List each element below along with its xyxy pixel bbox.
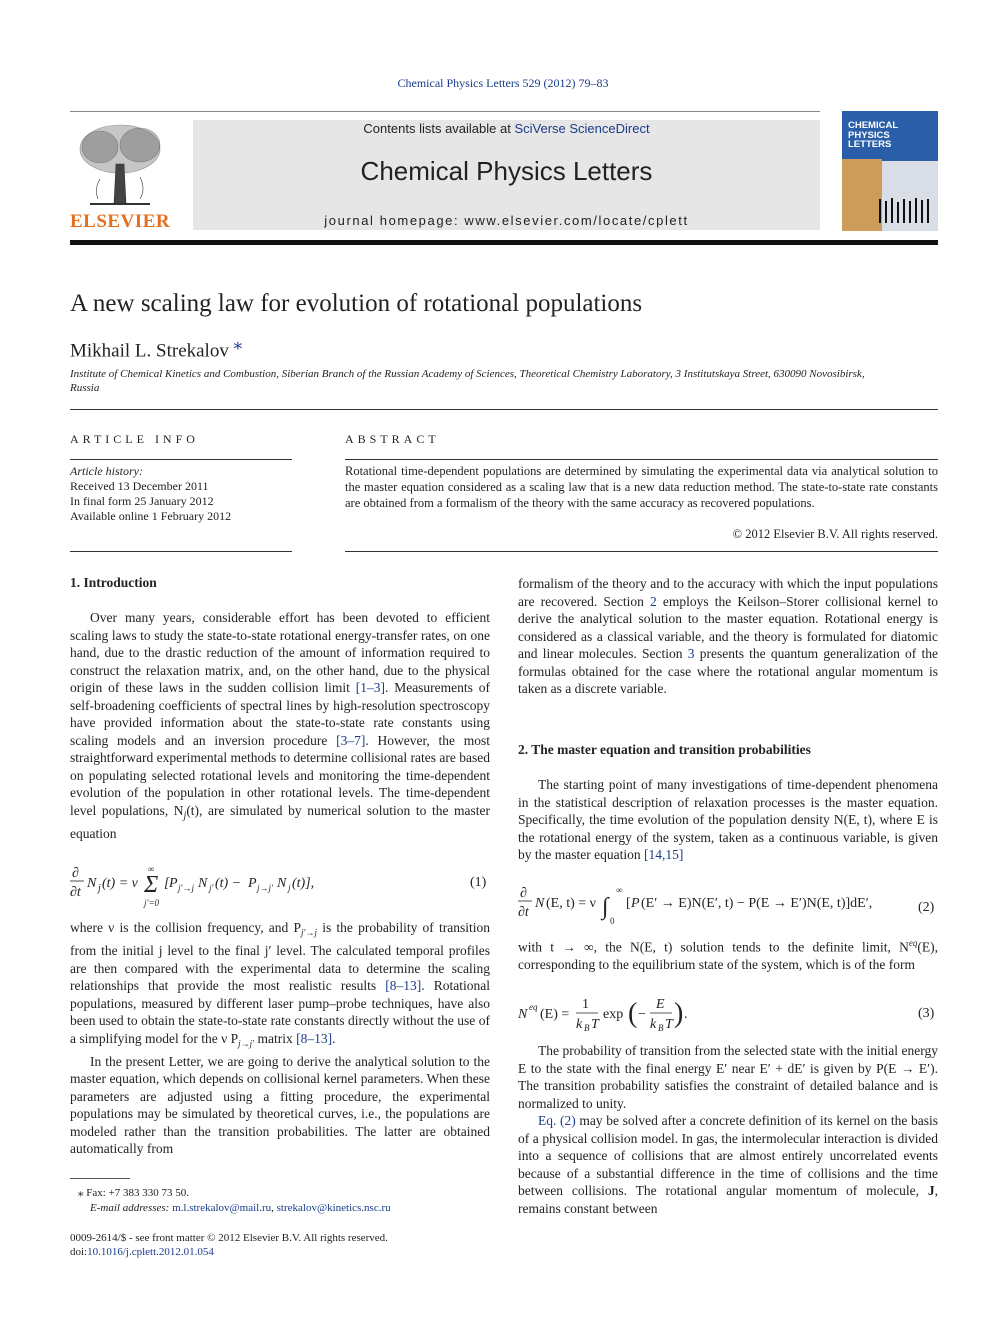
footnote-rule [70,1178,130,1179]
ref-8-13-b[interactable]: [8–13] [296,1030,333,1046]
section-2-heading: 2. The master equation and transition probabilities [518,742,811,757]
equation-1 [70,866,480,906]
final-form-date: In final form 25 January 2012 [70,494,214,508]
svg-text:N: N [518,1007,528,1022]
journal-citation[interactable]: Chemical Physics Letters 529 (2012) 79–83 [397,76,609,90]
intro-heading: 1. Introduction [70,575,157,590]
cover-title [848,121,898,150]
svg-text:exp: exp [603,1007,624,1022]
svg-text:T: T [665,1017,673,1032]
svg-text:∂t: ∂t [518,905,529,920]
email-link-2[interactable]: strekalov@kinetics.nsc.ru [276,1202,391,1214]
cover-spectrum-icon [876,195,936,225]
intro-paragraph-3: In the present Letter, we are going to derive the analytical solution to the master equation, which depends on collisional kernel parameters. When these parameters are adjusted using a fitting procedure, the experimental populations may be simulated by theoretical curves, i.e., the populations are modeled rather than the transition probabilities. The latter are obtained automatically from [70,1053,490,1157]
svg-text:j→j′: j→j′ [257,883,273,893]
svg-text:j′: j′ [209,883,214,893]
equation-1-number: (1) [470,875,487,890]
subscript-jjp: j→j′ [238,1038,255,1049]
svg-text:∂: ∂ [72,866,79,881]
bold-J: J [927,1183,935,1198]
fax-footnote: ⁎ Fax: +7 383 330 73 50. [78,1187,190,1199]
subscript-jj: j′→j [301,927,317,938]
svg-text:P: P [631,896,640,911]
cover-title-line-1: CHEMICAL [848,120,899,131]
svg-text:P: P [169,876,178,891]
journal-homepage[interactable]: journal homepage: www.elsevier.com/locate/cplett [324,213,689,228]
copyright: © 2012 Elsevier B.V. All rights reserved. [732,527,938,541]
section-2-paragraph-3 [518,1042,938,1217]
contents-line [193,121,820,136]
svg-text:N: N [198,876,208,891]
svg-text:j: j [288,883,291,893]
sec2-text: with t → ∞, the N(E, t) solution tends to the definite limit, N [518,939,909,955]
ref-8-13[interactable]: [8–13] [385,978,422,994]
intro-paragraph-1 [70,609,490,842]
publisher-name: ELSEVIER [70,211,171,232]
email-link-1[interactable]: m.l.strekalov@mail.ru [172,1202,272,1214]
equation-3-graphic [518,994,898,1036]
svg-text:E: E [656,997,665,1012]
superscript-eq: eq [908,938,918,948]
intro-text: where ν is the collision frequency, and P [70,920,301,935]
doi-label: doi: [70,1246,88,1258]
intro-text: . However, the most straightforward experimental methods to determine collisional rates are based on populating selected rotational levels and monitoring the time-dependent evolution of the population in other rotational levels. The time-dependent level populations, N [70,732,491,818]
svg-text:eq: eq [529,1002,538,1012]
svg-text:(t) = ν: (t) = ν [102,876,138,891]
journal-cover[interactable] [842,111,938,231]
abstract-rule [345,459,938,460]
svg-text:B: B [658,1023,664,1033]
header-thick-rule [70,240,938,245]
intro-paragraph-2: where ν is the collision frequency, and $P_{j'\to j}$ is the probability of transition from the initial j level to the final j′ level. The calculated temporal profiles are then compared with the experimental data to determine the scaling relationships that provide the most realistic results [8–13]. Rotational populations, measured by different laser pump–probe techniques, have also been used to obtain the state-to-state rate constants directly without the use of a simplifying model for the ν $P_{j\to j'}$ matrix [8–13]. In the present Letter, we are going to derive the analytical solution to the master equation, which depends on collisional kernel parameters. When these parameters are adjusted using a fitting procedure, the experimental populations may be simulated by theoretical curves, i.e., the populations are modeled rather than the transition probabilities. The latter are obtained automatically from [70,920,490,1157]
equation-2 [518,884,908,930]
eq-2-link[interactable]: Eq. (2) [538,1113,576,1128]
email-footnote: E-mail addresses: m.l.strekalov@mail.ru, strekalov@kinetics.nsc.ru [90,1202,391,1214]
sciencedirect-link[interactable]: SciVerse ScienceDirect [514,121,650,136]
col2-text: presents the quantum generalization of the formulas obtained for the case where the rotational angular momentum is taken as a discrete variable. [518,646,939,696]
sec2-text: may be solved after a concrete definition of its kernel on the basis of a physical collision model. In gas, the intermolecular interaction is divided into a sequence of collisions that are almost entirely uncorrelated events because of a substantial difference in the time of collisions and the time between collisions. The rotational angular momentum of molecule, [518,1113,938,1198]
online-date: Available online 1 February 2012 [70,509,232,523]
info-top-rule [70,409,938,410]
cover-title-line-3: LETTERS [848,139,892,150]
abstract-heading: ABSTRACT [345,432,440,446]
svg-text:(E′ → E)N(E′, t) − P(E → E′)N(: (E′ → E)N(E′, t) − P(E → E′)N(E, t)]dE′, [641,896,873,911]
section-2-paragraph-1 [518,776,938,864]
info-bottom-rule [70,551,292,552]
svg-text:[: [ [626,896,631,911]
section-3-link[interactable]: 3 [687,646,695,661]
svg-text:∫: ∫ [602,894,609,920]
svg-text:∂t: ∂t [70,885,81,900]
subscript-j: j [183,810,187,822]
received-date: Received 13 December 2011 [70,479,209,493]
svg-text:(t) −: (t) − [215,876,242,891]
svg-text:∞: ∞ [616,885,623,895]
sec2-text: (E), corresponding to the equilibrium state of the system, which is of the form [518,939,938,972]
section-2-link[interactable]: 2 [649,593,657,609]
header-rule [70,111,820,112]
svg-text:N: N [87,876,97,891]
intro-text: Over many years, considerable effort has been devoted to efficient scaling laws to study the state-to-state rotational energy-transfer rates, on one hand, due to the drastic reduction of the amount of information required to construct the relaxation matrix, and, on the other hand, due to the physical origin of these laws in the sudden collision limit [70,610,490,695]
svg-text:B: B [584,1023,590,1033]
svg-text:N: N [277,876,287,891]
intro-text: is the probability of transition from the initial j level to the final j′ level. The calculated temporal profiles are then compared with the experimental data to determine the scaling relationships that provide the most realistic results [70,920,490,994]
article-history [70,464,292,524]
sec2-text: , remains constant between [518,1183,938,1216]
col2-paragraph-1 [518,575,938,698]
history-label: Article history: [70,464,143,478]
svg-text:T: T [591,1017,599,1032]
svg-text:.: . [684,1007,688,1022]
svg-text:j′=0: j′=0 [144,898,160,908]
intro-text: (t), are simulated by numerical solution to the master equation [70,802,491,841]
author-name [70,334,242,362]
svg-text:−: − [638,1007,646,1022]
abstract-bottom-rule [345,551,938,552]
svg-text:j′→j: j′→j [178,883,194,893]
sec2-text: The starting point of many investigations of time-dependent phenomena in the statistical description of relaxation processes is the master equation. Specifically, the time evolution of the population density N(E, t), where E is the rotational energy of the system, taken as a continuous variable, is given by the master equation [518,777,938,862]
svg-text:Σ: Σ [144,872,159,898]
svg-text:∞: ∞ [148,866,155,874]
svg-text:(t)],: (t)], [292,876,315,891]
doi-line [70,1245,214,1259]
equation-3-number: (3) [918,1006,935,1021]
ref-3-7[interactable]: [3–7] [336,732,366,748]
svg-text:N: N [535,896,545,911]
svg-text:k: k [576,1017,583,1032]
section-2-paragraph-2 [518,935,938,974]
svg-text:k: k [650,1017,657,1032]
svg-text:(E, t) = ν: (E, t) = ν [546,896,596,911]
svg-text:j: j [98,883,101,894]
equation-2-graphic [518,884,908,930]
equation-3 [518,994,898,1034]
info-rule [70,459,292,460]
email-label: E-mail addresses: [90,1202,170,1214]
author-text: Mikhail L. Strekalov [70,340,229,362]
ref-14-15[interactable]: [14,15] [643,847,684,862]
svg-text:0: 0 [610,916,615,926]
equation-2-number: (2) [918,900,935,915]
author-footnote-mark[interactable]: ⁎ [233,334,243,353]
col2-text: employs the Keilson–Storer collisional kernel to derive the analytical solution to the master equation. Rotational energy is considered as a classical variable, and the theory is formulated for diatomic and linear molecules. Section [518,593,938,661]
elsevier-tree-icon [70,119,170,211]
affiliation: Institute of Chemical Kinetics and Combustion, Siberian Branch of the Russian Academy of Sciences, Theoretical Chemistry Laboratory, 3 Institutskaya Street, 630090 Novosibirsk, Russia [70,368,865,394]
col2-text: formalism of the theory and to the accuracy with which the input populations are recovered. Section [518,576,938,609]
article-info-heading: ARTICLE INFO [70,432,199,446]
svg-text:): ) [674,998,684,1029]
intro-text: . Rotational populations, measured by different laser pump–probe techniques, have also been used to obtain the state-to-state rate constants directly without the use of a simplifying model for the ν P [70,978,490,1046]
article-title: A new scaling law for evolution of rotational populations [70,290,643,317]
intro-text: . Measurements of self-broadening coefficients of spectral lines by high-resolution spectroscopy have provided information about the state-to-state rate constants using scaling models and an inversion procedure [70,680,490,748]
svg-text:P: P [248,876,257,891]
cover-title-line-2: PHYSICS [848,129,890,141]
contents-prefix: Contents lists available at [363,121,515,136]
issn-line: 0009-2614/$ - see front matter © 2012 Elsevier B.V. All rights reserved. [70,1232,388,1244]
svg-text:1: 1 [582,997,589,1012]
abstract-text: Rotational time-dependent populations are determined by simulating the experimental data via analytical solution to the master equation considered as a scaling law that is a new data reduction method. The state-to-state rate constants are obtained from a formalism of the theory with the same accuracy as recovered populations. [345,464,938,510]
sec2-text: The probability of transition from the selected state with the initial energy E to the state with the final energy E′ near E′ + dE′ is given by P(E → E′). The transition probability satisfies the constraint of detailed balance and is normalized to unity. [518,1043,938,1111]
intro-text: matrix [254,1030,297,1046]
equation-1-graphic [70,866,480,908]
journal-title: Chemical Physics Letters [360,156,653,186]
svg-text:[: [ [164,876,170,891]
ref-1-3[interactable]: [1–3] [355,680,385,695]
svg-text:∂: ∂ [520,886,527,901]
svg-text:(E) =: (E) = [540,1007,570,1022]
svg-text:(: ( [628,998,638,1029]
doi-link[interactable]: 10.1016/j.cplett.2012.01.054 [87,1246,214,1258]
